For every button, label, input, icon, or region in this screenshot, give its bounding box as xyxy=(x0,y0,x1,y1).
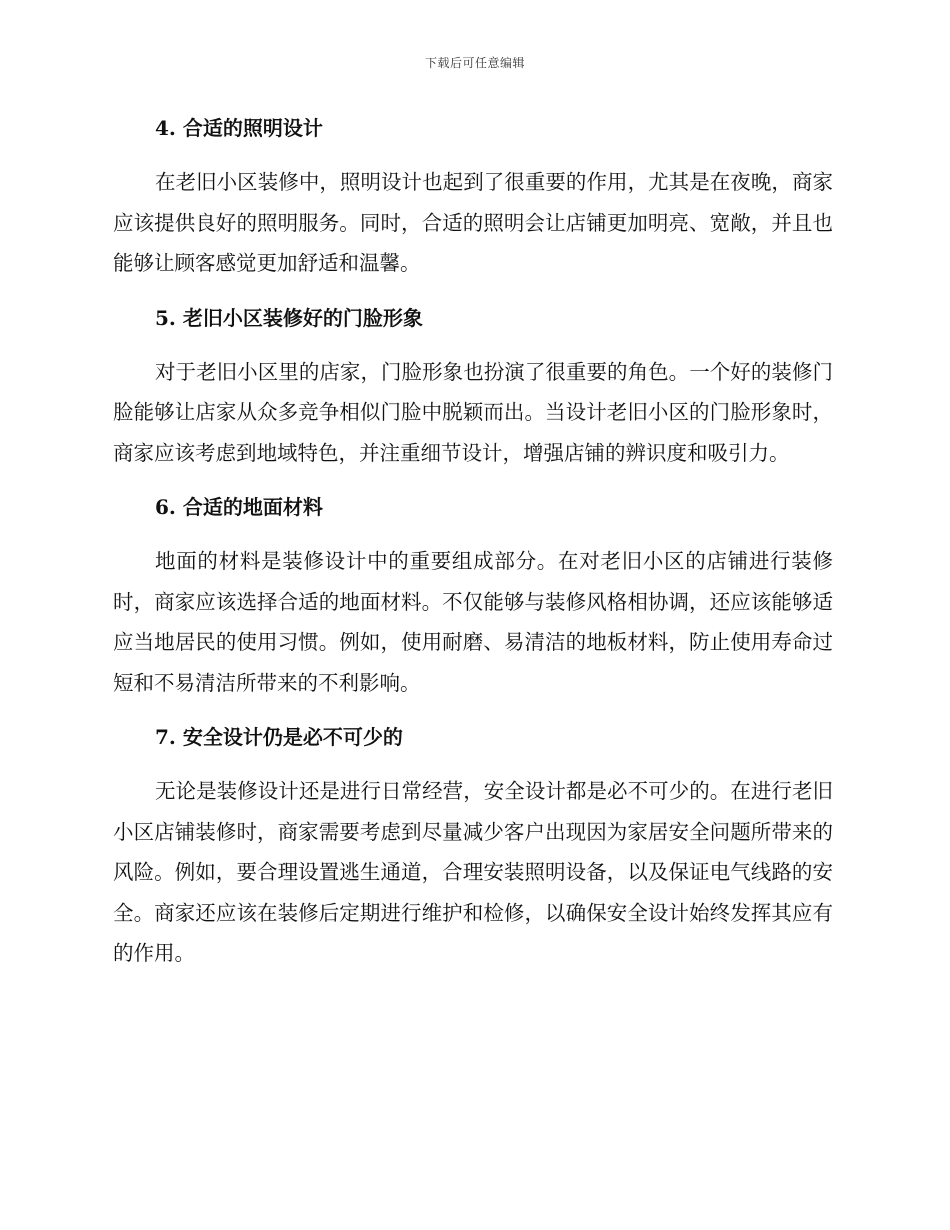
section-storefront-image xyxy=(113,298,833,488)
section-heading: 7. 安全设计仍是必不可少的 xyxy=(155,725,403,749)
header-note: 下载后可任意编辑 xyxy=(424,56,525,70)
section-heading: 5. 老旧小区装修好的门脸形象 xyxy=(155,305,423,330)
section-paragraph: 对于老旧小区里的店家，门脸形象也扮演了很重要的角色。一个好的装修门脸能够让店家从众多竞争相似门脸中脱颖而出。当设计老旧小区的门脸形象时，商家应该考虑到地域特色，并注重细节设计，增强店铺的辨识度和吸引力。 xyxy=(113,359,833,465)
document-body xyxy=(113,108,833,974)
section-paragraph: 无论是装修设计还是进行日常经营，安全设计都是必不可少的。在进行老旧小区店铺装修时，商家需要考虑到尽量减少客户出现因为家居安全问题所带来的风险。例如，要合理设置逃生通道，合理安装照明设备，以及保证电气线路的安全。商家还应该在装修后定期进行维护和检修，以确保安全设计始终发挥其应有的作用。 xyxy=(113,779,833,965)
section-heading: 6. 合适的地面材料 xyxy=(155,495,323,519)
section-lighting-design xyxy=(113,108,833,298)
section-floor-materials xyxy=(113,487,833,717)
section-paragraph: 在老旧小区装修中，照明设计也起到了很重要的作用，尤其是在夜晚，商家应该提供良好的照明服务。同时，合适的照明会让店铺更加明亮、宽敞，并且也能够让顾客感觉更加舒适和温馨。 xyxy=(113,170,833,275)
section-paragraph: 地面的材料是装修设计中的重要组成部分。在对老旧小区的店铺进行装修时，商家应该选择合适的地面材料。不仅能够与装修风格相协调，还应该能够适应当地居民的使用习惯。例如，使用耐磨、易清洁的地板材料，防止使用寿命过短和不易清洁所带来的不利影响。 xyxy=(113,549,833,695)
section-safety-design xyxy=(113,717,833,974)
section-heading: 4. 合适的照明设计 xyxy=(155,116,323,140)
